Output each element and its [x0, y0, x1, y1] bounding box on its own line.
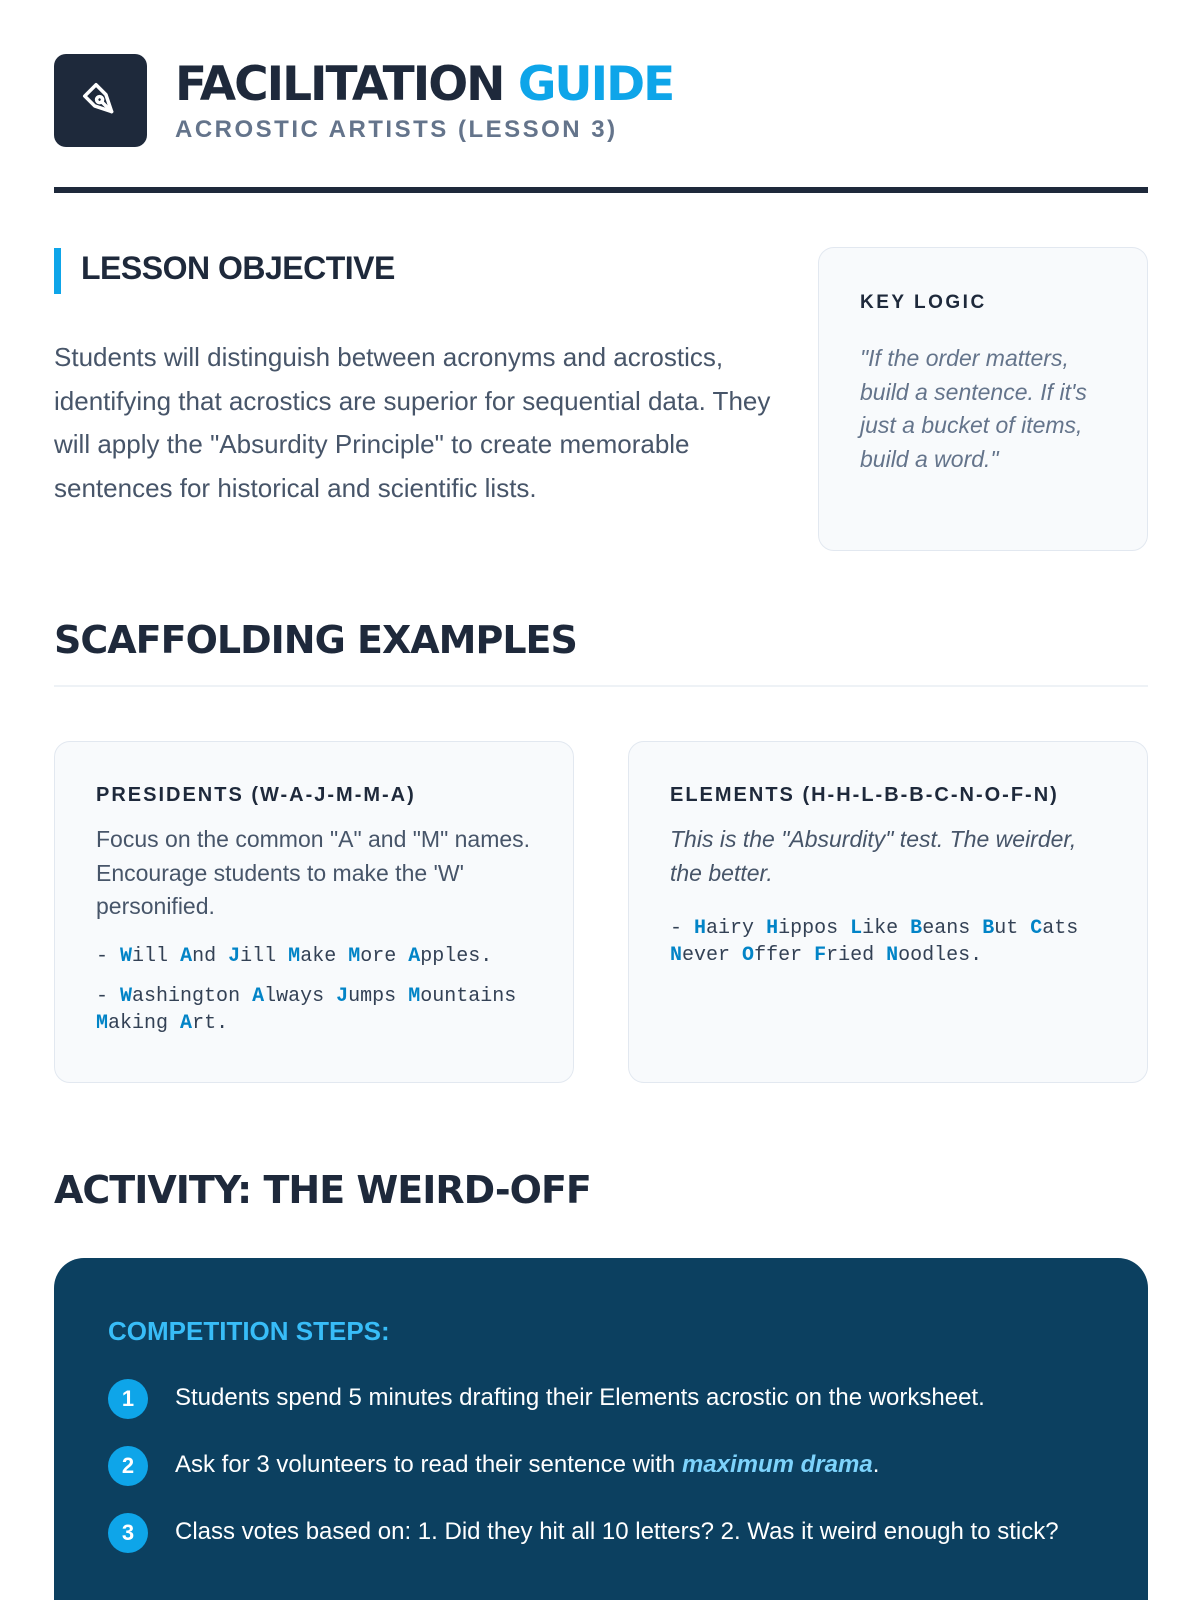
scaffolding-heading: SCAFFOLDING EXAMPLES [54, 618, 577, 662]
title-main: FACILITATION [175, 57, 504, 112]
objective-heading: LESSON OBJECTIVE [81, 250, 395, 286]
key-logic-quote: "If the order matters, build a sentence. If it's just a bucket of items, build a word." [860, 345, 1087, 472]
step-number: 3 [108, 1513, 148, 1553]
activity-card [54, 1258, 1148, 1600]
activity-heading: ACTIVITY: THE WEIRD-OFF [54, 1168, 591, 1212]
presidents-example-2: - Washington Always Jumps Mountains Making Art. [96, 985, 517, 1035]
step-text [175, 1451, 879, 1479]
pen-nib-icon [76, 76, 126, 126]
elements-example-1: - Hairy Hippos Like Beans But Cats Never Offer Fried Noodles. [670, 917, 1079, 967]
step-number: 2 [108, 1446, 148, 1486]
logo [54, 54, 147, 147]
presidents-card [54, 741, 574, 1083]
step-text-before: Ask for 3 volunteers to read their sentence with [175, 1451, 682, 1478]
step-1 [108, 1379, 1108, 1419]
elements-title: ELEMENTS (H-H-L-B-B-C-N-O-F-N) [670, 784, 1059, 806]
step-text-after: . [872, 1451, 880, 1478]
header-divider [54, 187, 1148, 193]
step-text: Class votes based on: 1. Did they hit all 10 letters? 2. Was it weird enough to stick? [175, 1518, 1059, 1545]
step-number: 1 [108, 1379, 148, 1419]
objective-accent-bar [54, 248, 61, 294]
objective-text: Students will distinguish between acronyms and acrostics, identifying that acrostics are superior for sequential data. They will apply the "Absurdity Principle" to create memorable sentences for historical and scientific lists. [54, 342, 771, 503]
presidents-example-1: - Will And Jill Make More Apples. [96, 945, 493, 968]
presidents-title: PRESIDENTS (W-A-J-M-M-A) [96, 784, 416, 806]
key-logic-label: KEY LOGIC [860, 292, 987, 313]
scaffolding-divider [54, 685, 1148, 687]
key-logic-card [818, 247, 1148, 551]
page-title [175, 54, 673, 116]
step-text: Students spend 5 minutes drafting their Elements acrostic on the worksheet. [175, 1384, 985, 1411]
elements-card [628, 741, 1148, 1083]
title-accent: GUIDE [517, 57, 674, 112]
step-2 [108, 1446, 1108, 1486]
competition-steps-label: COMPETITION STEPS: [108, 1316, 390, 1346]
page-subtitle: ACROSTIC ARTISTS (LESSON 3) [175, 116, 618, 143]
step-3 [108, 1513, 1108, 1553]
step-emphasis: maximum drama [681, 1451, 873, 1478]
header [54, 54, 1148, 194]
elements-description: This is the "Absurdity" test. The weirder, the better. [670, 826, 1077, 886]
presidents-description: Focus on the common "A" and "M" names. Encourage students to make the 'W' personified. [96, 826, 531, 919]
